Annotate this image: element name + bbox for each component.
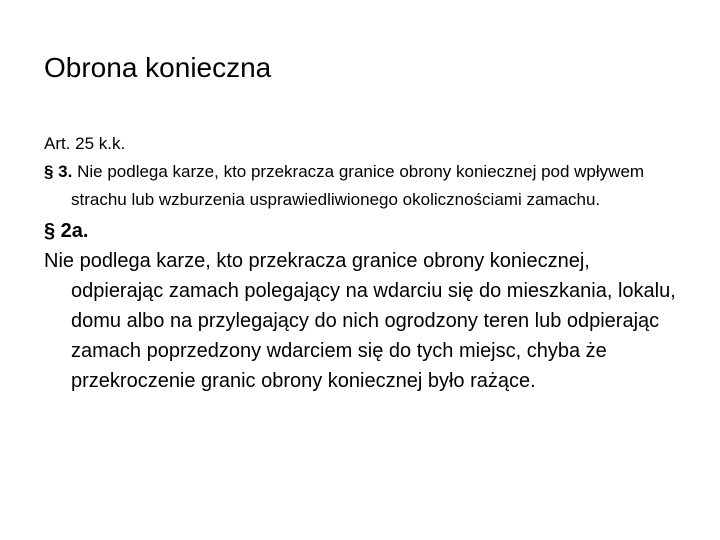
paragraph-2a-marker: § 2a. [44, 220, 89, 242]
slide-body [44, 130, 684, 396]
paragraph-3 [44, 158, 684, 214]
slide-title: Obrona konieczna [44, 52, 272, 83]
paragraph-3-marker: § 3. [44, 162, 73, 181]
paragraph-3-text: Nie podlega karze, kto przekracza granice obrony koniecznej pod wpływem strachu lub wzburzenia usprawiedliwionego okolicznościami zamachu. [71, 162, 645, 209]
paragraph-2a-text: Nie podlega karze, kto przekracza granice obrony koniecznej, odpierając zamach polegający na wdarciu się do mieszkania, lokalu, domu albo na przylegający do nich ogrodzony teren lub odpierając zamach poprzedzony wdarciem się do tych miejsc, chyba że przekroczenie granic obrony koniecznej było rażące. [44, 250, 676, 392]
article-reference: Art. 25 k.k. [44, 134, 126, 153]
